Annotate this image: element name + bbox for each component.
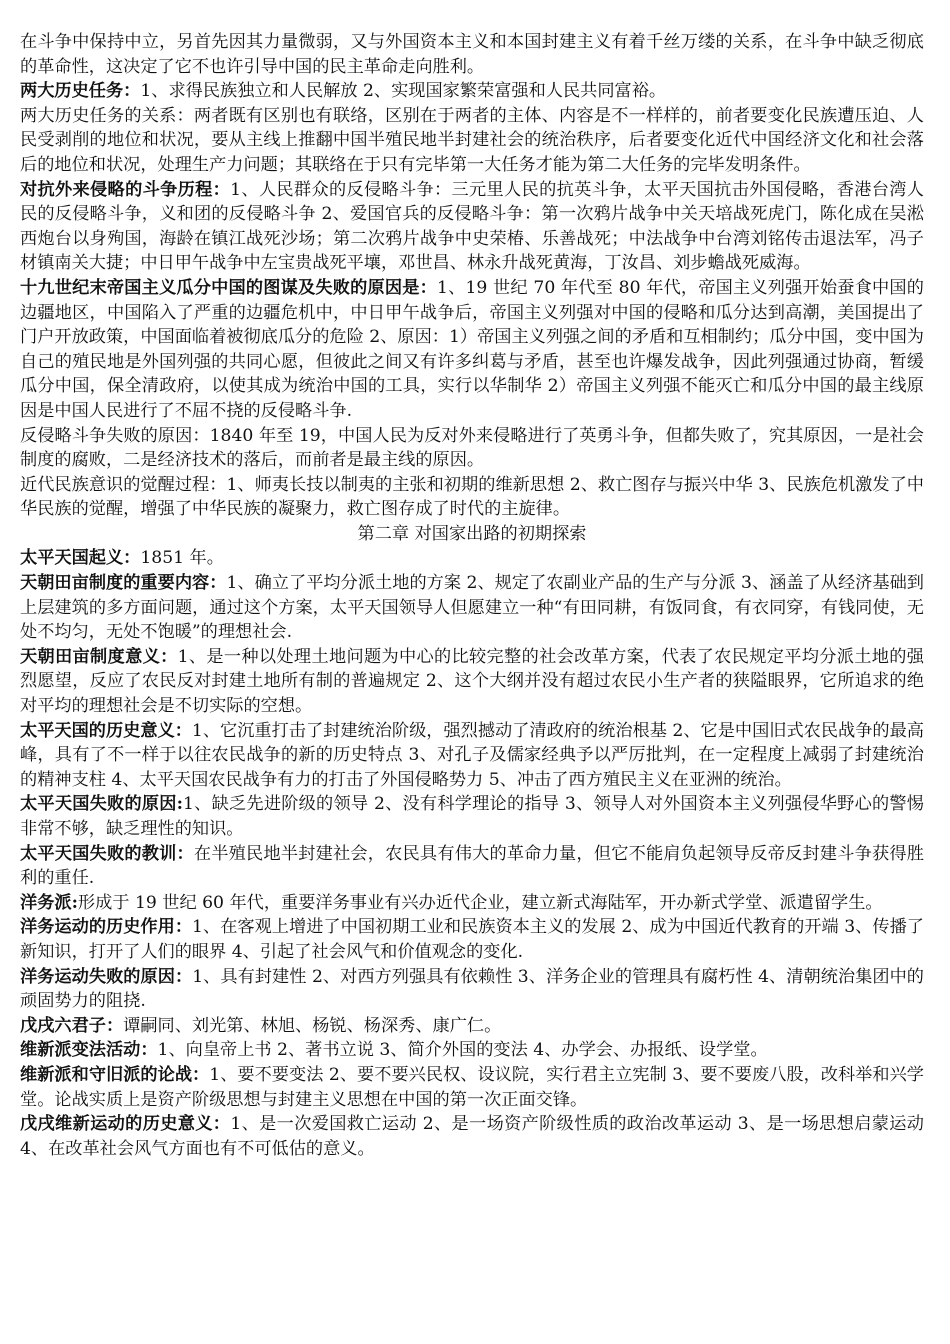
paragraph-term: 天朝田亩制度意义： (20, 646, 178, 667)
paragraph-text: 1、求得民族独立和人民解放 2、实现国家繁荣富强和人民共同富裕。 (140, 81, 667, 102)
paragraph-term: 太平天国的历史意义： (20, 720, 192, 741)
paragraph-term: 洋务派: (20, 892, 78, 913)
paragraph-term: 戊戌六君子： (20, 1015, 124, 1036)
paragraph-term: 洋务运动失败的原因： (20, 966, 193, 987)
paragraph-reform-debate (20, 1063, 924, 1112)
paragraph-westernization-role (20, 915, 924, 964)
paragraph-failure-reasons (20, 424, 924, 473)
paragraph-text: 1、是一次爱国救亡运动 2、是一场资产阶级性质的政治改革运动 3、是一场思想启蒙运动 4、在改革社会风气方面也有不可低估的意义。 (20, 1114, 924, 1159)
paragraph-text: 近代民族意识的觉醒过程：1、师夷长技以制夷的主张和初期的维新思想 2、救亡图存与振兴中华 3、民族危机激发了中华民族的觉醒，增强了中华民族的凝聚力，救亡图存成了时代的主旋律。 (20, 474, 924, 520)
paragraph-text: 1、它沉重打击了封建统治阶级，强烈撼动了清政府的统治根基 2、它是中国旧式农民战争的最高峰，具有了不一样于以往农民战争的新的历史特点 3、对孔子及儒家经典予以严厉批判，在一定程度上减弱了封建统治的精神支柱 4、太平天国农民战争有力的打击了外国侵略势力 5、冲击了西方殖民主义在亚洲的统治。 (20, 720, 924, 790)
paragraph-text: 1、具有封建性 2、对西方列强具有依赖性 3、洋务企业的管理具有腐朽性 4、清朝统治集团中的顽固势力的阻挠. (20, 966, 924, 1012)
paragraph-tasks-relationship (20, 104, 924, 178)
paragraph-text: 在半殖民地半封建社会，农民具有伟大的革命力量，但它不能肩负起领导反帝反封建斗争获得胜利的重任. (20, 843, 924, 889)
chapter-heading: 第二章 对国家出路的初期探索 (357, 523, 587, 544)
paragraph-term: 太平天国失败的教训： (20, 843, 194, 864)
paragraph-reform-significance (20, 1112, 924, 1161)
paragraph-taiping-significance (20, 719, 924, 793)
paragraph-text: 1、在客观上增进了中国初期工业和民族资本主义的发展 2、成为中国近代教育的开端 3、传播了新知识，打开了人们的眼界 4、引起了社会风气和价值观念的变化. (20, 917, 924, 962)
paragraph-taiping-failure (20, 792, 924, 841)
paragraph-text: 1、缺乏先进阶级的领导 2、没有科学理论的指导 3、领导人对外国资本主义列强侵华野心的警惕非常不够，缺乏理性的知识。 (20, 794, 924, 839)
paragraph-term: 十九世纪末帝国主义瓜分中国的图谋及失败的原因是： (20, 277, 437, 298)
paragraph-text: 反侵略斗争失败的原因：1840 年至 19，中国人民为反对外来侵略进行了英勇斗争，但都失败了，究其原因，一是社会制度的腐败，二是经济技术的落后，而前者是最主线的原因。 (20, 425, 924, 471)
paragraph-text: 形成于 19 世纪 60 年代，重要洋务事业有兴办近代企业，建立新式海陆军，开办新式学堂、派遣留学生。 (77, 892, 883, 913)
paragraph-taiping-lesson (20, 842, 924, 891)
paragraph-text: 1、确立了平均分派土地的方案 2、规定了农副业产品的生产与分派 3、涵盖了从经济基础到上层建筑的多方面问题，通过这个方案，太平天国领导人但愿建立一种“有田同耕，有饭同食，有衣同穿，有钱同使，无处不均匀，无处不饱暖”的理想社会. (20, 573, 924, 643)
paragraph-term: 天朝田亩制度的重要内容： (20, 573, 227, 594)
paragraph-westernization-faction (20, 891, 924, 916)
paragraph-text: 在斗争中保持中立，另首先因其力量微弱，又与外国资本主义和本国封建主义有着千丝万缕的关系，在斗争中缺乏彻底的革命性，这决定了它不也许引导中国的民主革命走向胜利。 (20, 32, 924, 77)
paragraph-text: 1、是一种以处理土地问题为中心的比较完整的社会改革方案，代表了农民规定平均分派土地的强烈愿望，反应了农民反对封建土地所有制的普遍规定 2、这个大纲并没有超过农民小生产者的狭隘眼界，它所追求的绝对平均的理想社会是不切实际的空想。 (20, 646, 924, 717)
paragraph-text: 两大历史任务的关系：两者既有区别也有联络，区别在于两者的主体、内容是不一样样的，前者要变化民族遭压迫、人民受剥削的地位和状况，要从主线上推翻中国半殖民地半封建社会的统治秩序，后者要变化近代中国经济文化和社会落后的地位和状况，处理生产力问题；其联络在于只有完毕第一大任务才能为第二大任务的完毕发明条件。 (20, 105, 924, 175)
paragraph-term: 戊戌维新运动的历史意义： (20, 1114, 231, 1135)
paragraph-land-system-content (20, 571, 924, 645)
paragraph-six-gentlemen (20, 1014, 924, 1039)
paragraph-text: 1851 年。 (140, 548, 224, 569)
paragraph-intro-continued (20, 30, 924, 79)
paragraph-term: 两大历史任务： (20, 81, 141, 102)
paragraph-term: 维新派和守旧派的论战： (20, 1064, 210, 1085)
paragraph-text: 1、19 世纪 70 年代至 80 年代，帝国主义列强开始蚕食中国的边疆地区，中国陷入了严重的边疆危机中，中日甲午战争后，帝国主义列强对中国的侵略和瓜分达到高潮，美国提出了门户开放政策，中国面临着被彻底瓜分的危险 2、原因：1）帝国主义列强之间的矛盾和互相制约；瓜分中国，变中国为自己的殖民地是外国列强的共同心愿，但彼此之间又有许多纠葛与矛盾，甚至也许爆发战争，因此列强通过协商，暂缓瓜分中国，保全清政府，以使其成为统治中国的工具，实行以华制华 2）帝国主义列强不能灭亡和瓜分中国的最主线原因是中国人民进行了不屈不挠的反侵略斗争. (20, 277, 924, 421)
paragraph-national-awakening (20, 473, 924, 522)
paragraph-term: 太平天国失败的原因: (20, 794, 184, 815)
paragraph-text: 1、要不要变法 2、要不要兴民权、设议院，实行君主立宪制 3、要不要废八股，改科举和兴学堂。论战实质上是资产阶级思想与封建主义思想在中国的第一次正面交锋。 (20, 1064, 924, 1110)
paragraph-partition-attempt (20, 276, 924, 424)
paragraph-text: 1、人民群众的反侵略斗争：三元里人民的抗英斗争，太平天国抗击外国侵略，香港台湾人民的反侵略斗争，义和团的反侵略斗争 2、爱国官兵的反侵略斗争：第一次鸦片战争中关天培战死虎门，陈化成在吴淞西炮台以身殉国，海龄在镇江战死沙场；第二次鸦片战争中史荣椿、乐善战死；中法战争中台湾刘铭传击退法军，冯子材镇南关大捷；中日甲午战争中左宝贵战死平壤，邓世昌、林永升战死黄海，丁汝昌、刘步蟾战死威海。 (20, 179, 924, 274)
paragraph-reform-activities (20, 1038, 924, 1063)
paragraph-two-historic-tasks (20, 79, 924, 104)
paragraph-term: 太平天国起义： (20, 548, 141, 569)
paragraph-text: 1、向皇帝上书 2、著书立说 3、简介外国的变法 4、办学会、办报纸、设学堂。 (157, 1040, 768, 1061)
paragraph-land-system-significance (20, 645, 924, 719)
paragraph-term: 对抗外来侵略的斗争历程： (20, 179, 231, 200)
paragraph-taiping-uprising (20, 546, 924, 571)
paragraph-term: 洋务运动的历史作用： (20, 917, 193, 938)
paragraph-term: 维新派变法活动： (20, 1040, 158, 1061)
paragraph-westernization-failure (20, 965, 924, 1014)
paragraph-text: 谭嗣同、刘光第、林旭、杨锐、杨深秀、康广仁。 (123, 1015, 502, 1036)
paragraph-anti-aggression-struggle (20, 178, 924, 276)
